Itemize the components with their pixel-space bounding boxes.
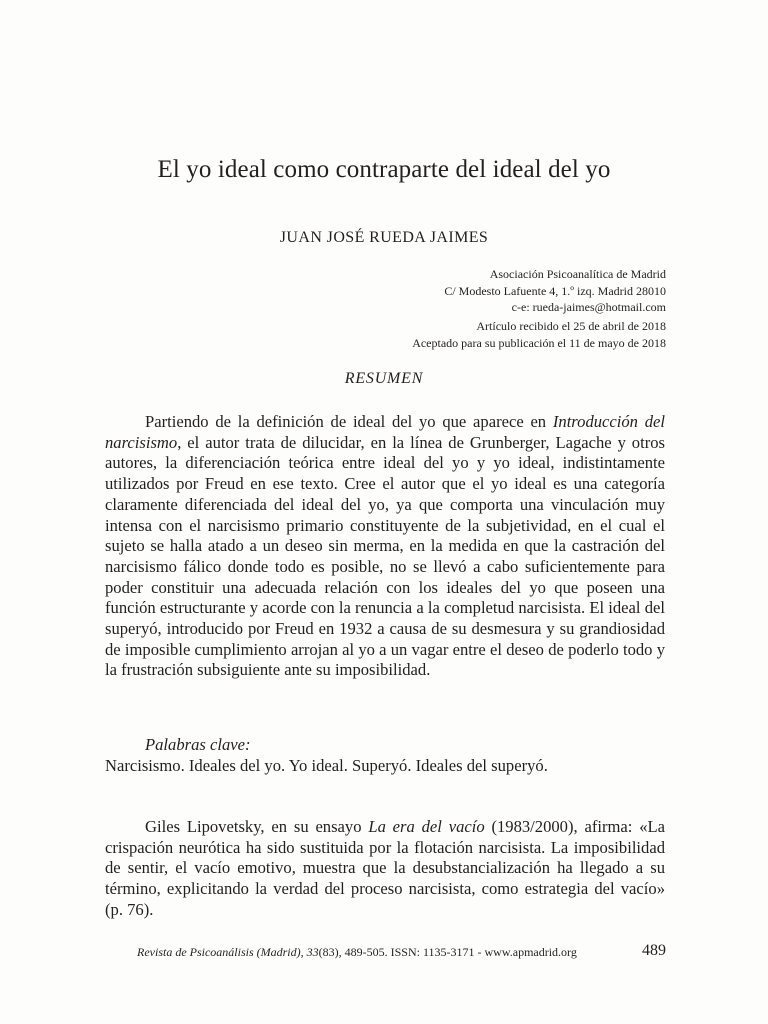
body-paragraph xyxy=(105,817,665,921)
body-text-part2: (1983/2000), afirma: «La crispación neurótica ha sido sustituida por la flotación narcisista. La imposibilidad de sentir, el vacío emotivo, muestra que la desubstancialización ha llegado a su término, explicitando la verdad del proceso narcisista, como estrategia del vacío» (p. 76). xyxy=(105,817,665,919)
affiliation-institution: Asociación Psicoanalítica de Madrid xyxy=(489,267,666,281)
author-affiliation xyxy=(444,266,666,316)
received-date: Artículo recibido el 25 de abril de 2018 xyxy=(476,319,666,333)
author-name: JUAN JOSÉ RUEDA JAIMES xyxy=(279,229,489,246)
journal-footer xyxy=(137,945,577,960)
page-number: 489 xyxy=(642,942,666,959)
abstract-cited-title: Introducción del narcisismo xyxy=(105,412,666,452)
article-title: El yo ideal como contraparte del ideal del yo xyxy=(157,156,611,183)
footer-journal-name xyxy=(137,945,319,959)
accepted-date: Aceptado para su publicación el 11 de mayo de 2018 xyxy=(412,335,666,350)
body-text-part1: Giles Lipovetsky, en su ensayo xyxy=(145,817,369,836)
abstract-text xyxy=(105,412,665,681)
footer-citation: (83), 489-505. ISSN: 1135-3171 - www.apmadrid.org xyxy=(318,945,577,959)
footer-journal: Revista de Psicoanálisis (Madrid), xyxy=(137,945,307,959)
abstract-text-part1: Partiendo de la definición de ideal del yo que aparece en xyxy=(145,412,553,431)
affiliation-address: C/ Modesto Lafuente 4, 1.º izq. Madrid 28010 xyxy=(444,283,666,298)
body-cited-title: La era del vacío xyxy=(368,817,485,836)
abstract-heading: RESUMEN xyxy=(344,370,424,387)
keywords-list: Narcisismo. Ideales del yo. Yo ideal. Superyó. Ideales del superyó. xyxy=(105,756,548,775)
keywords-heading: Palabras clave: xyxy=(145,735,251,754)
footer-volume: 33 xyxy=(306,945,319,959)
abstract-text-part2: , el autor trata de dilucidar, en la línea de Grunberger, Lagache y otros autores, la diferenciación teórica entre ideal del yo y yo ideal, indistintamente utilizados por Freud en ese texto. Cree el autor que el yo ideal es una categoría claramente diferenciada del ideal del yo, ya que comporta una vinculación muy intensa con el narcisismo primario constituyente de la subjetividad, en el cual el sujeto se halla atado a un deseo sin merma, en la medida en que la castración del narcisismo fálico donde todo es posible, no se llevó a cabo suficientemente para poder constituir una adecuada relación con los ideales del yo que poseen una función estructurante y acorde con la renuncia a la completud narcisista. El ideal del superyó, introducido por Freud en 1932 a causa de su desmesura y su grandiosidad de imposible cumplimiento arrojan al yo a un vagar entre el deseo de poderlo todo y la frustración subsiguiente ante su imposibilidad. xyxy=(105,432,665,680)
article-dates xyxy=(412,318,666,351)
affiliation-email: c-e: rueda-jaimes@hotmail.com xyxy=(511,300,666,314)
